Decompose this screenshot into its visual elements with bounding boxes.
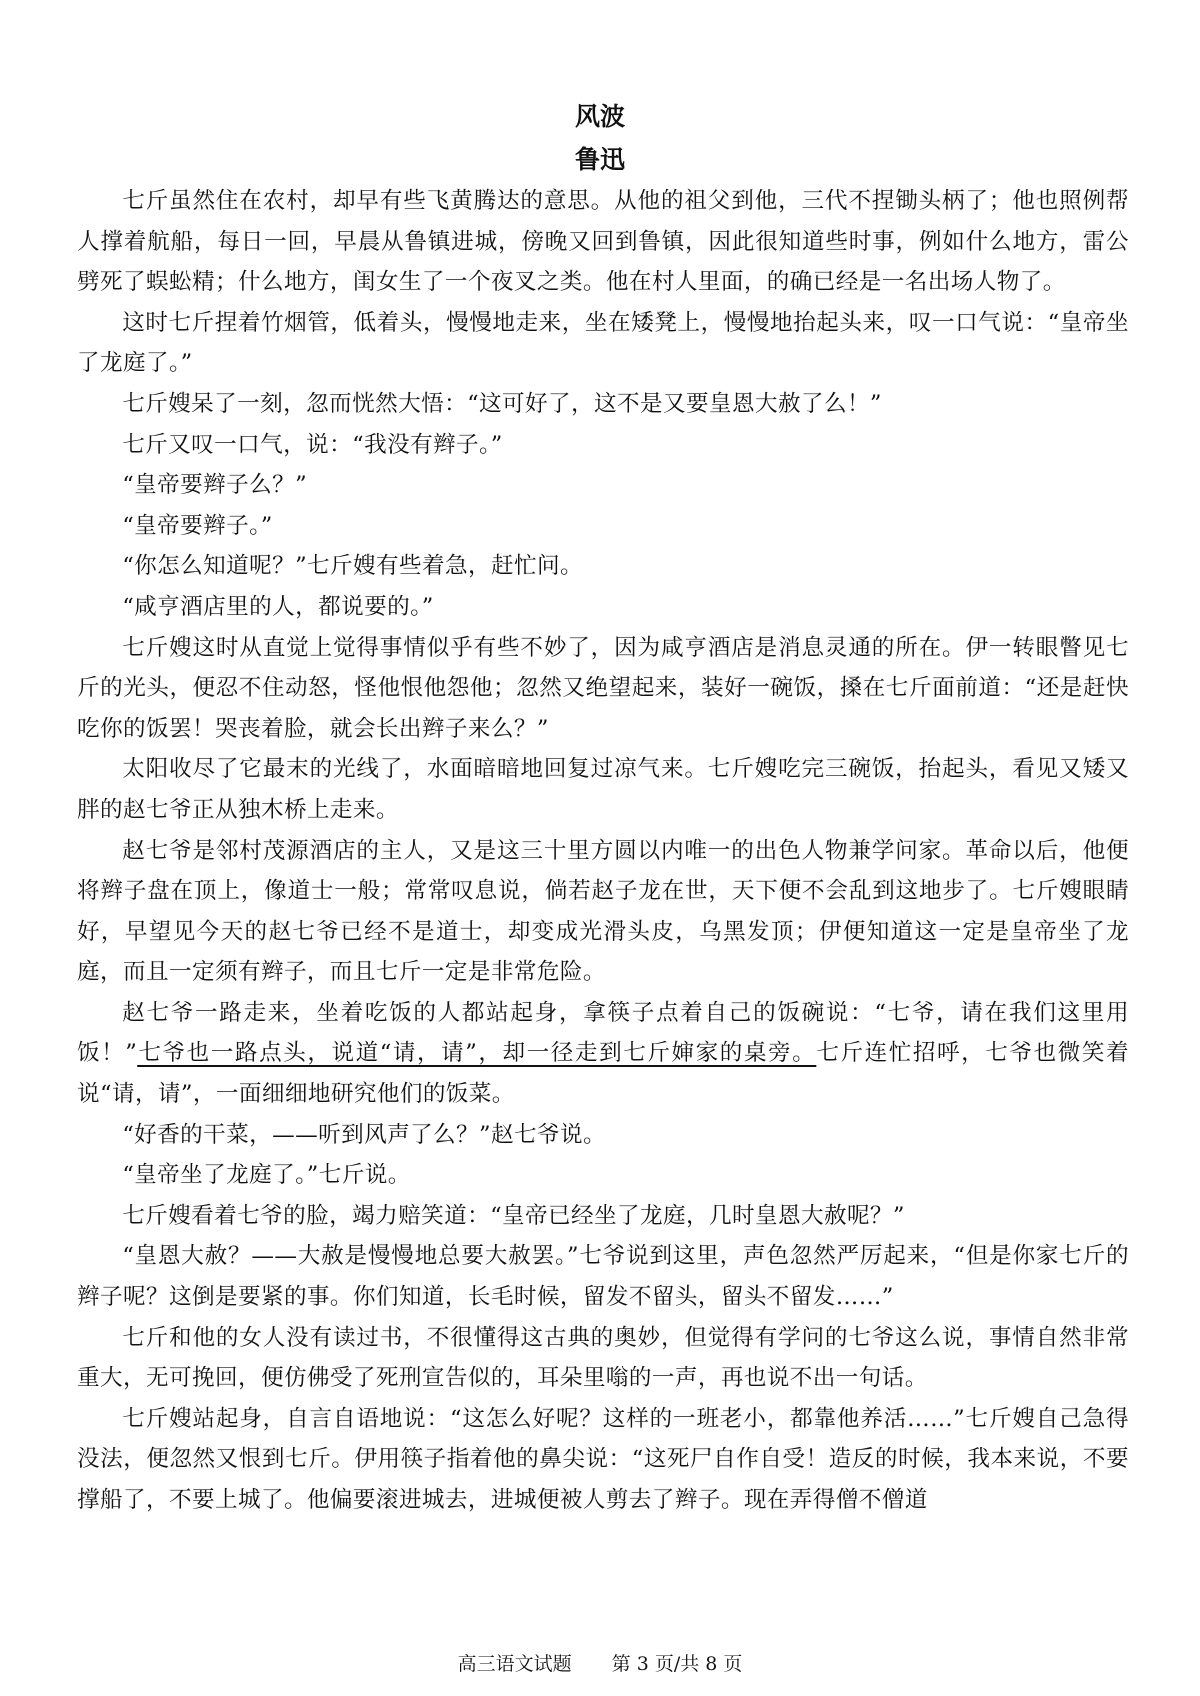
paragraph: 七斤嫂看着七爷的脸，竭力赔笑道：“皇帝已经坐了龙庭，几时皇恩大赦呢？” (122, 1202, 905, 1229)
paragraph: “皇帝要辫子。” (122, 512, 273, 539)
paragraph: 七斤和他的女人没有读过书，不很懂得这古典的奥妙，但觉得有学问的七爷这么说，事情自然非常重大，无可挽回，便仿佛受了死刑宣告似的，耳朵里嗡的一声，再也说不出一句话。 (77, 1324, 1129, 1392)
paragraph: 太阳收尽了它最末的光线了，水面暗暗地回复过凉气来。七斤嫂吃完三碗饭，抬起头，看见又矮又胖的赵七爷正从独木桥上走来。 (77, 756, 1129, 823)
exam-name: 高三语文试题 (457, 1653, 572, 1675)
passage-title: 风波 (574, 102, 625, 131)
paragraph: “你怎么知道呢？”七斤嫂有些着急，赶忙问。 (122, 553, 583, 580)
paragraph-text: 七斤连忙招呼，七爷也微笑着说“请，请”，一面细细地研究他们的饭菜。 (77, 1040, 1129, 1108)
paragraph-with-underline (77, 993, 1129, 1115)
paragraph: 七斤嫂呆了一刻，忽而恍然大悟：“这可好了，这不是又要皇恩大赦了么！” (122, 390, 882, 417)
paragraph: “皇帝坐了龙庭了。”七斤说。 (122, 1162, 411, 1189)
page-footer (0, 1652, 1200, 1676)
paragraph: “咸亨酒店里的人，都说要的。” (122, 593, 434, 620)
paragraph: “皇帝要辫子么？” (122, 472, 308, 499)
paragraph-text: 赵七爷一路走来，坐着吃饭的人都站起身，拿筷子点着自己的饭碗说：“七爷，请在我们这里用饭！” (77, 999, 1129, 1067)
underlined-sentence: 七爷也一路点头，说道“请，请”，却一径走到七斤婶家的桌旁。 (137, 1040, 817, 1067)
paragraph: “皇恩大赦？——大赦是慢慢地总要大赦罢。”七爷说到这里，声色忽然严厉起来，“但是你家七斤的辫子呢？这倒是要紧的事。你们知道，长毛时候，留发不留头，留头不留发……” (77, 1243, 1129, 1311)
paragraph: 七斤又叹一口气，说：“我没有辫子。” (122, 431, 503, 458)
passage-author: 鲁迅 (574, 145, 625, 174)
paragraph: 七斤虽然住在农村，却早有些飞黄腾达的意思。从他的祖父到他，三代不捏锄头柄了；他也照例帮人撑着航船，每日一回，早晨从鲁镇进城，傍晚又回到鲁镇，因此很知道些时事，例如什么地方，雷公劈死了蜈蚣精；什么地方，闺女生了一个夜叉之类。他在村人里面，的确已经是一名出场人物了。 (77, 188, 1129, 296)
passage-body (77, 181, 1129, 1521)
paragraph: 七斤嫂这时从直觉上觉得事情似乎有些不妙了，因为咸亨酒店是消息灵通的所在。伊一转眼瞥见七斤的光头，便忍不住动怒，怪他恨他怨他；忽然又绝望起来，装好一碗饭，搡在七斤面前道：“还是赶快吃你的饭罢！哭丧着脸，就会长出辫子来么？” (77, 634, 1129, 742)
paragraph: “好香的干菜，——听到风声了么？”赵七爷说。 (122, 1121, 606, 1148)
paragraph: 赵七爷是邻村茂源酒店的主人，又是这三十里方圆以内唯一的出色人物兼学问家。革命以后，他便将辫子盘在顶上，像道士一般；常常叹息说，倘若赵子龙在世，天下便不会乱到这地步了。七斤嫂眼睛好，早望见今天的赵七爷已经不是道士，却变成光滑头皮，乌黑发顶；伊便知道这一定是皇帝坐了龙庭，而且一定须有辫子，而且七斤一定是非常危险。 (77, 837, 1129, 986)
page-number: 第 3 页/共 8 页 (611, 1653, 743, 1675)
paragraph: 七斤嫂站起身，自言自语地说：“这怎么好呢？这样的一班老小，都靠他养活……”七斤嫂自己急得没法，便忽然又恨到七斤。伊用筷子指着他的鼻尖说：“这死尸自作自受！造反的时候，我本来说，不要撑船了，不要上城了。他偏要滚进城去，进城便被人剪去了辫子。现在弄得僧不僧道 (77, 1405, 1129, 1513)
paragraph: 这时七斤捏着竹烟管，低着头，慢慢地走来，坐在矮凳上，慢慢地抬起头来，叹一口气说：“皇帝坐了龙庭了。” (77, 309, 1129, 377)
